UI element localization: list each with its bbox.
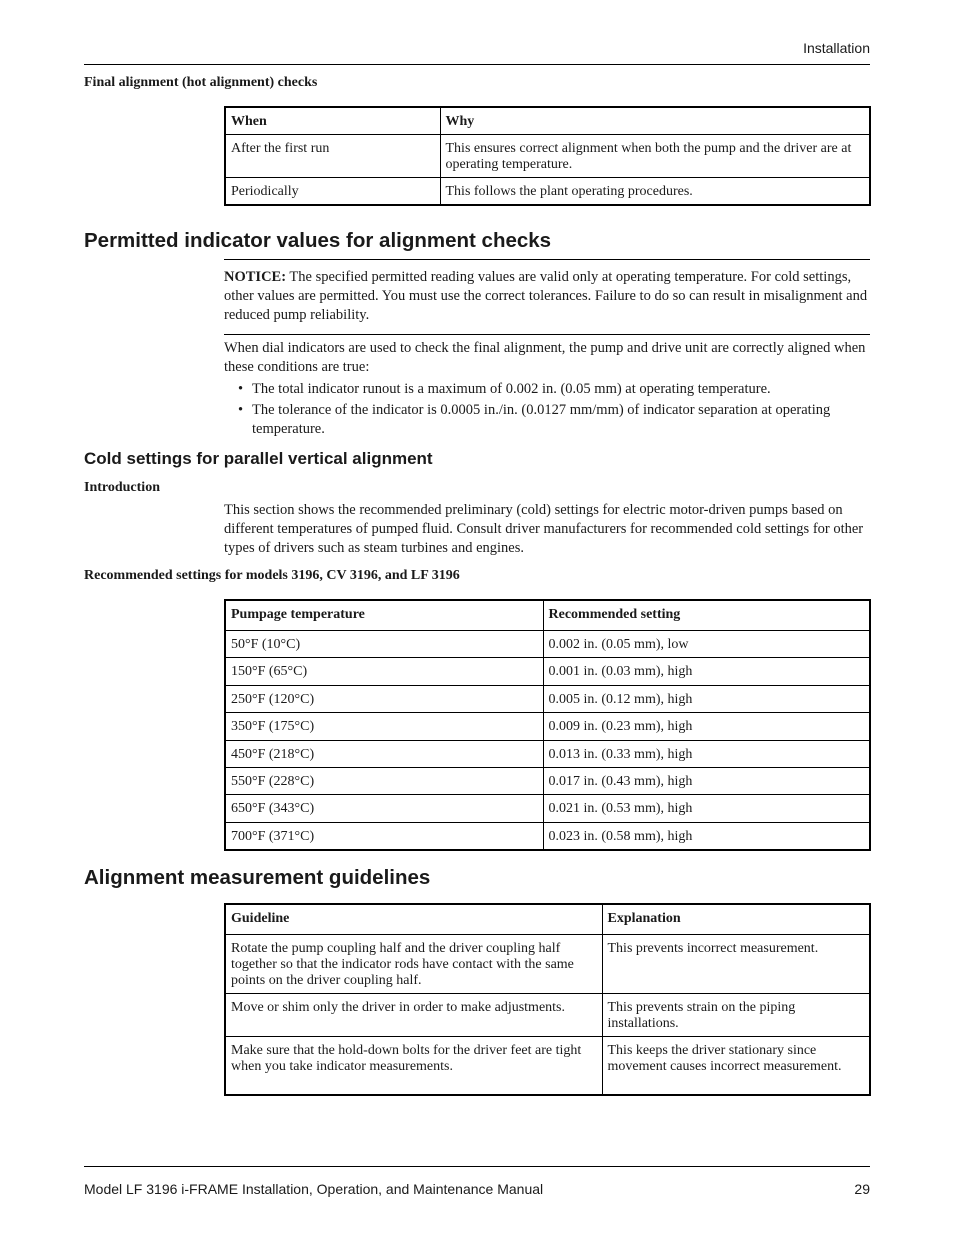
list-item: • The total indicator runout is a maximum of 0.002 in. (0.05 mm) at operating temperature.: [238, 381, 771, 397]
table-cell: 150°F (65°C): [225, 658, 543, 685]
notice-label: NOTICE:: [224, 269, 287, 285]
column-header: Recommended setting: [543, 600, 870, 631]
cold-intro-paragraph: This section shows the recommended preliminary (cold) settings for electric motor-driven pumps based on different temperatures of pumped fluid. Consult driver manufacturers for recommended cold settings for other types of drivers such as steam turbines and engines.: [224, 502, 864, 556]
page-number: 29: [854, 1181, 870, 1197]
table-cell: 250°F (120°C): [225, 685, 543, 712]
table-cell: 50°F (10°C): [225, 631, 543, 658]
table-row: [225, 713, 870, 740]
table-cell: This ensures correct alignment when both the pump and the driver are at operating temperature.: [440, 135, 870, 178]
bullet-icon: •: [238, 402, 244, 418]
table-cell: 650°F (343°C): [225, 795, 543, 822]
final-alignment-table: [224, 106, 871, 206]
bullet-icon: •: [238, 381, 244, 397]
table-cell: 0.005 in. (0.12 mm), high: [543, 685, 870, 712]
table-cell: This prevents incorrect measurement.: [602, 935, 870, 994]
table-row: [225, 795, 870, 822]
table-cell: 0.021 in. (0.53 mm), high: [543, 795, 870, 822]
table-row: [225, 935, 870, 994]
table-cell: 0.023 in. (0.58 mm), high: [543, 822, 870, 850]
table-row: [225, 178, 870, 206]
table-header-row: [225, 600, 870, 631]
column-header: Pumpage temperature: [225, 600, 543, 631]
notice-paragraph: [224, 268, 872, 325]
header-rule: [84, 64, 870, 65]
table-row: [225, 822, 870, 850]
table-cell: 0.013 in. (0.33 mm), high: [543, 740, 870, 767]
table-row: [225, 135, 870, 178]
table-cell: This keeps the driver stationary since movement causes incorrect measurement.: [602, 1037, 870, 1096]
table-cell: 700°F (371°C): [225, 822, 543, 850]
table-row: [225, 1037, 870, 1096]
conditions-list: [224, 380, 870, 441]
table-cell: Rotate the pump coupling half and the driver coupling half together so that the indicator rods have contact with the same points on the driver coupling half.: [225, 935, 602, 994]
table-cell: 0.001 in. (0.03 mm), high: [543, 658, 870, 685]
table-cell: After the first run: [225, 135, 440, 178]
guidelines-table: [224, 903, 871, 1096]
column-header: When: [225, 107, 440, 135]
introduction-heading: Introduction: [84, 480, 160, 495]
table-cell: Make sure that the hold-down bolts for the driver feet are tight when you take indicator measurements.: [225, 1037, 602, 1096]
list-item: • The tolerance of the indicator is 0.0005 in./in. (0.0127 mm/mm) of indicator separation at operating temperature.: [238, 402, 831, 437]
table-cell: Periodically: [225, 178, 440, 206]
table-cell: This prevents strain on the piping installations.: [602, 994, 870, 1037]
table-row: [225, 994, 870, 1037]
footer-rule: [84, 1166, 870, 1167]
cold-settings-title: Cold settings for parallel vertical alignment: [84, 449, 433, 468]
table-row: [225, 740, 870, 767]
table-cell: 0.009 in. (0.23 mm), high: [543, 713, 870, 740]
table-row: [225, 685, 870, 712]
table-cell: 550°F (228°C): [225, 767, 543, 794]
column-header: Guideline: [225, 904, 602, 935]
table-cell: 350°F (175°C): [225, 713, 543, 740]
table-cell: 450°F (218°C): [225, 740, 543, 767]
table-header-row: [225, 107, 870, 135]
notice-bottom-rule: [224, 334, 870, 335]
running-header-section: Installation: [803, 40, 870, 56]
table-row: [225, 658, 870, 685]
table-cell: 0.002 in. (0.05 mm), low: [543, 631, 870, 658]
table-row: [225, 631, 870, 658]
table-cell: Move or shim only the driver in order to make adjustments.: [225, 994, 602, 1037]
cold-settings-table: [224, 599, 871, 851]
column-header: Explanation: [602, 904, 870, 935]
table-cell: This follows the plant operating procedures.: [440, 178, 870, 206]
table-row: [225, 767, 870, 794]
footer-manual-title: Model LF 3196 i-FRAME Installation, Operation, and Maintenance Manual: [84, 1181, 544, 1197]
column-header: Why: [440, 107, 870, 135]
recommended-settings-heading: Recommended settings for models 3196, CV 3196, and LF 3196: [84, 568, 460, 583]
notice-top-rule: [224, 259, 870, 260]
table-cell: 0.017 in. (0.43 mm), high: [543, 767, 870, 794]
permitted-intro: When dial indicators are used to check the final alignment, the pump and drive unit are correctly aligned when these conditions are true:: [224, 340, 866, 375]
notice-text: The specified permitted reading values are valid only at operating temperature. For cold settings, other values are permitted. You must use the correct tolerances. Failure to do so can result in misalignment and reduced pump reliability.: [224, 269, 868, 323]
table-header-row: [225, 904, 870, 935]
final-alignment-heading: Final alignment (hot alignment) checks: [84, 75, 318, 90]
guidelines-title: Alignment measurement guidelines: [84, 866, 431, 889]
permitted-values-title: Permitted indicator values for alignment checks: [84, 229, 552, 252]
